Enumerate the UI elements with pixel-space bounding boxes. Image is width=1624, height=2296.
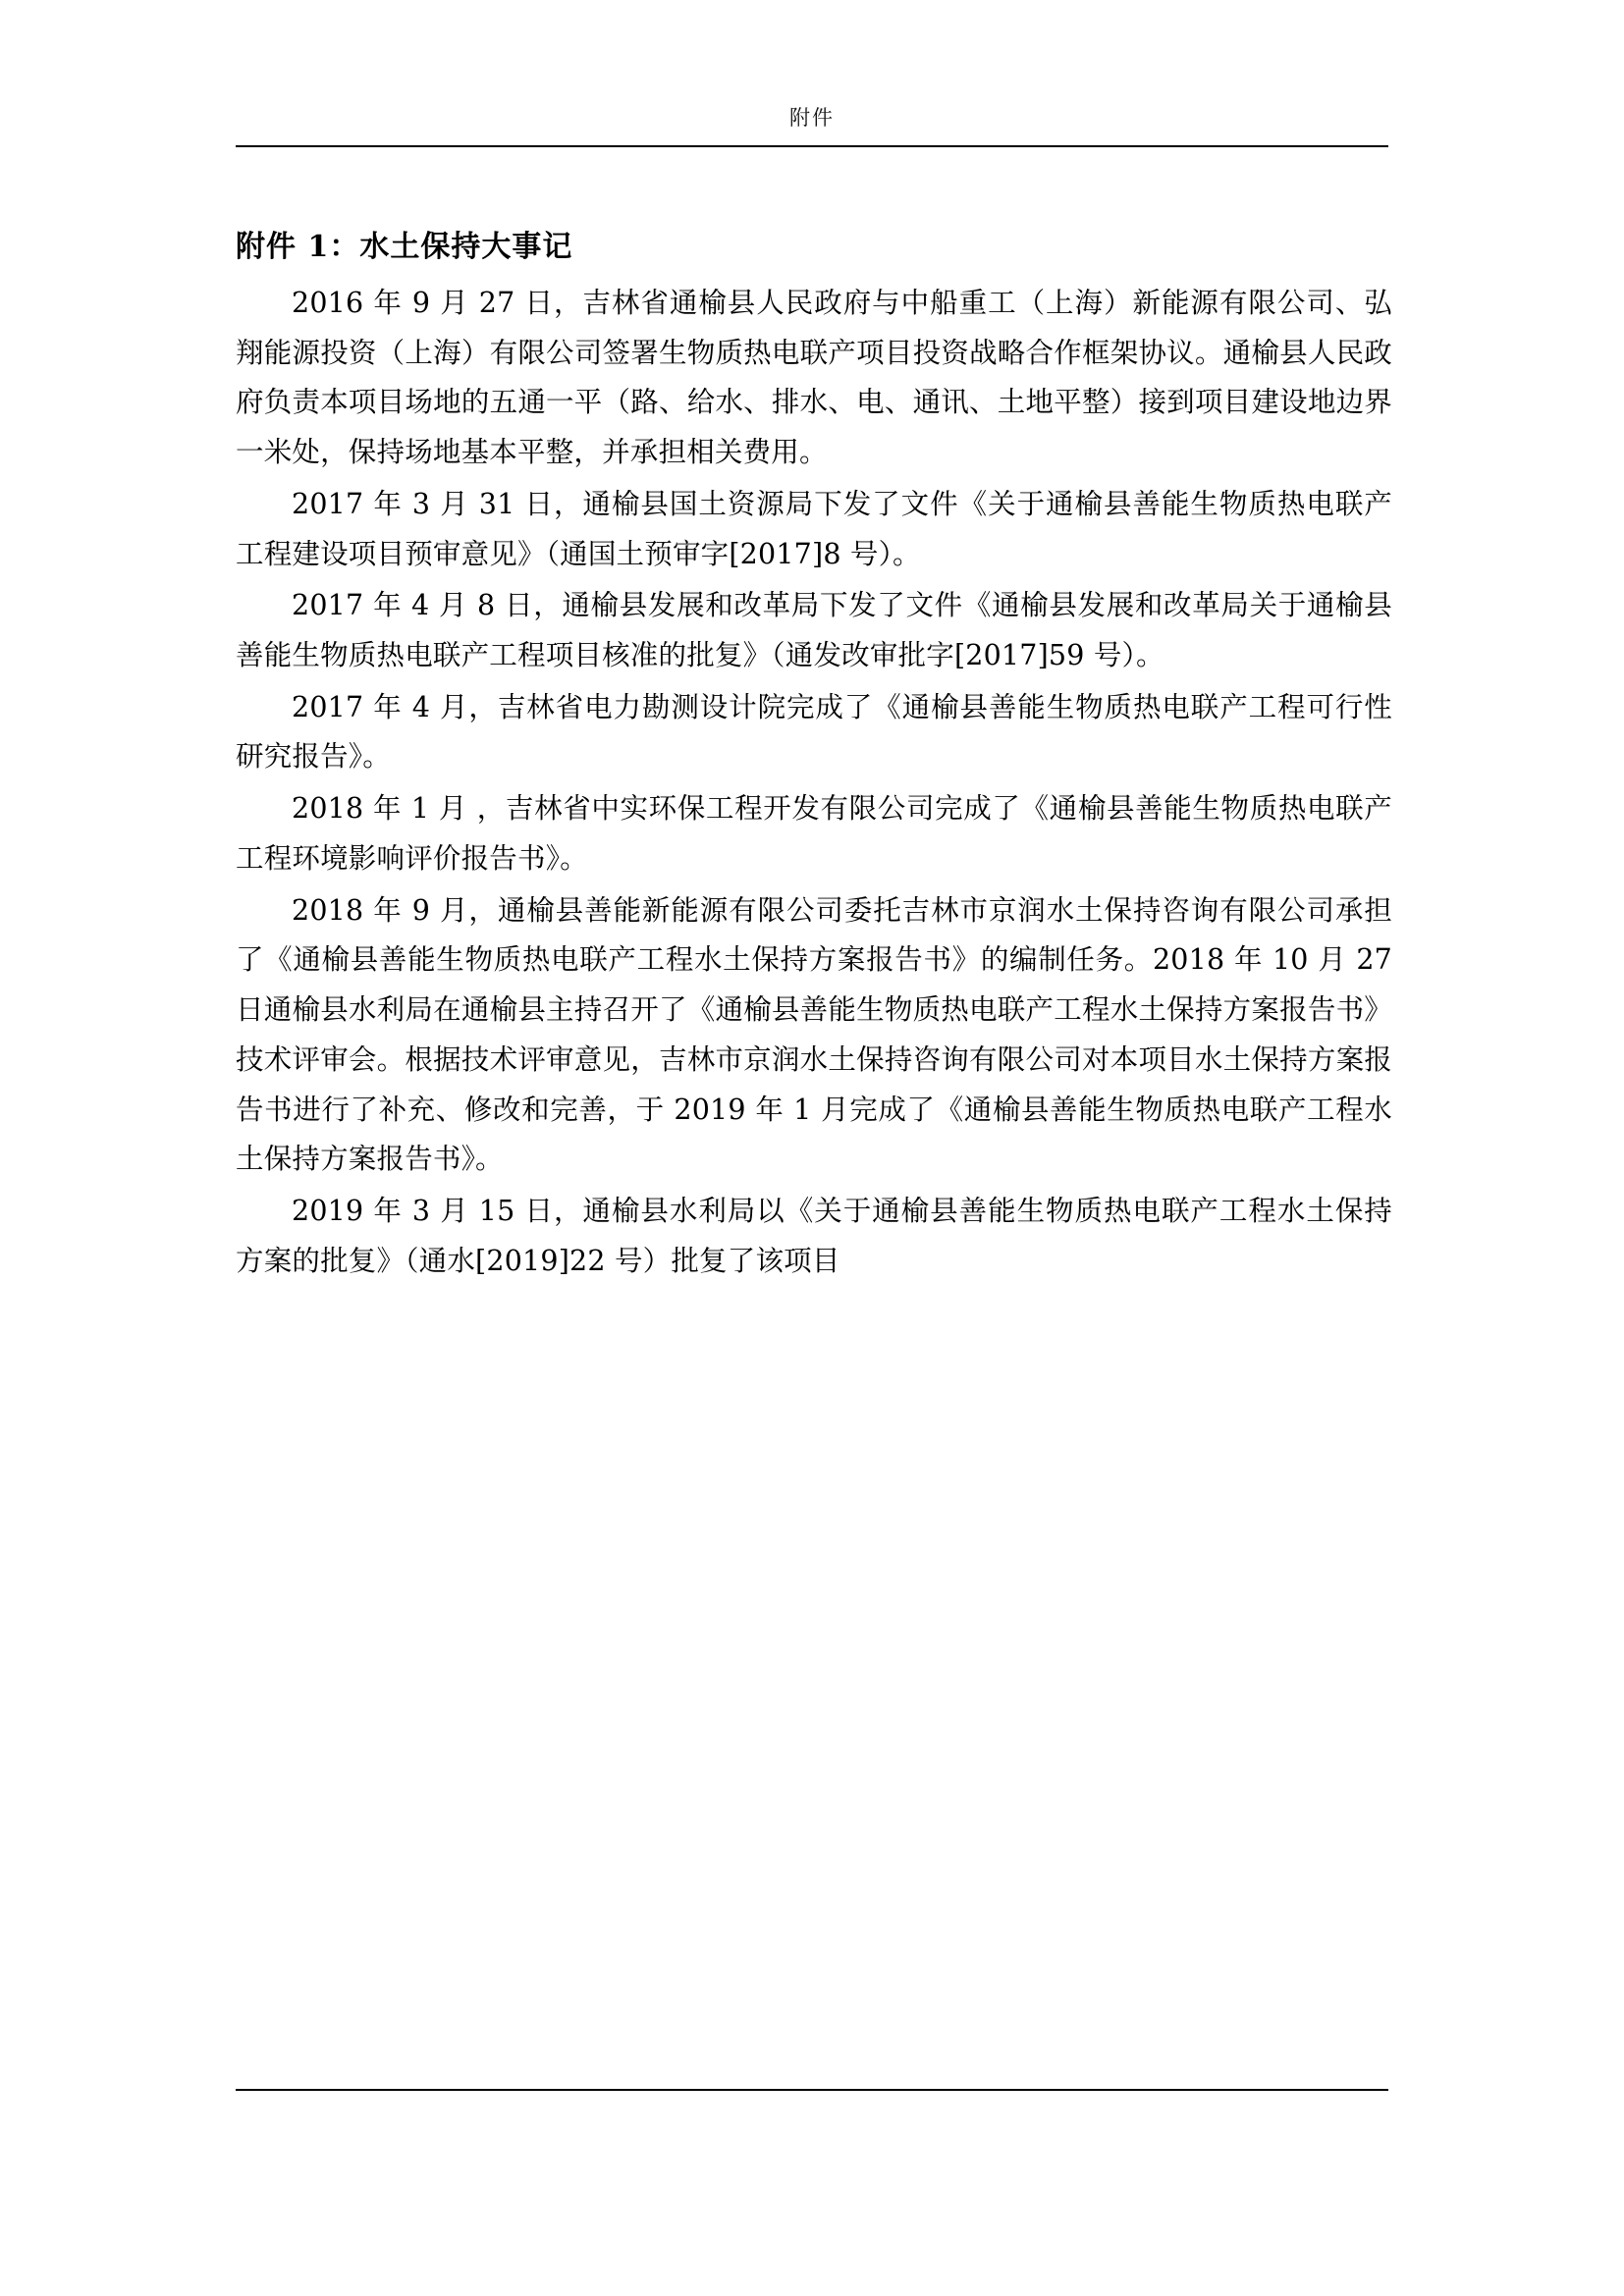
paragraph: 2019 年 3 月 15 日，通榆县水利局以《关于通榆县善能生物质热电联产工程水土保持方案的批复》（通水[2019]22 号）批复了该项目 [236,1194,1392,1277]
document-body [236,224,1392,1288]
header-label: 附件 [789,106,835,130]
header-divider [236,145,1388,147]
paragraph: 2016 年 9 月 27 日，吉林省通榆县人民政府与中船重工（上海）新能源有限公司、弘翔能源投资（上海）有限公司签署生物质热电联产项目投资战略合作框架协议。通榆县人民政府负责本项目场地的五通一平（路、给水、排水、电、通讯、土地平整）接到项目建设地边界一米处，保持场地基本平整，并承担相关费用。 [236,287,1392,469]
page-title: 附件 1：水土保持大事记 [236,230,573,264]
page-header [236,102,1388,147]
paragraph: 2018 年 1 月 ，吉林省中实环保工程开发有限公司完成了《通榆县善能生物质热电联产工程环境影响评价报告书》。 [236,792,1392,875]
footer-divider [236,2089,1388,2091]
paragraph: 2017 年 4 月 8 日，通榆县发展和改革局下发了文件《通榆县发展和改革局关于通榆县善能生物质热电联产工程项目核准的批复》（通发改审批字[2017]59 号）。 [236,589,1392,672]
paragraph: 2018 年 9 月，通榆县善能新能源有限公司委托吉林市京润水土保持咨询有限公司承担了《通榆县善能生物质热电联产工程水土保持方案报告书》的编制任务。2018 年 10 月 27 日通榆县水利局在通榆县主持召开了《通榆县善能生物质热电联产工程水土保持方案报告书》技术评审会。根据技术评审意见，吉林市京润水土保持咨询有限公司对本项目水土保持方案报告书进行了补充、修改和完善，于 2019 年 1 月完成了《通榆县善能生物质热电联产工程水土保持方案报告书》。 [236,893,1392,1176]
paragraph: 2017 年 3 月 31 日，通榆县国土资源局下发了文件《关于通榆县善能生物质热电联产工程建设项目预审意见》（通国土预审字[2017]8 号）。 [236,487,1392,570]
paragraph: 2017 年 4 月，吉林省电力勘测设计院完成了《通榆县善能生物质热电联产工程可行性研究报告》。 [236,690,1392,774]
